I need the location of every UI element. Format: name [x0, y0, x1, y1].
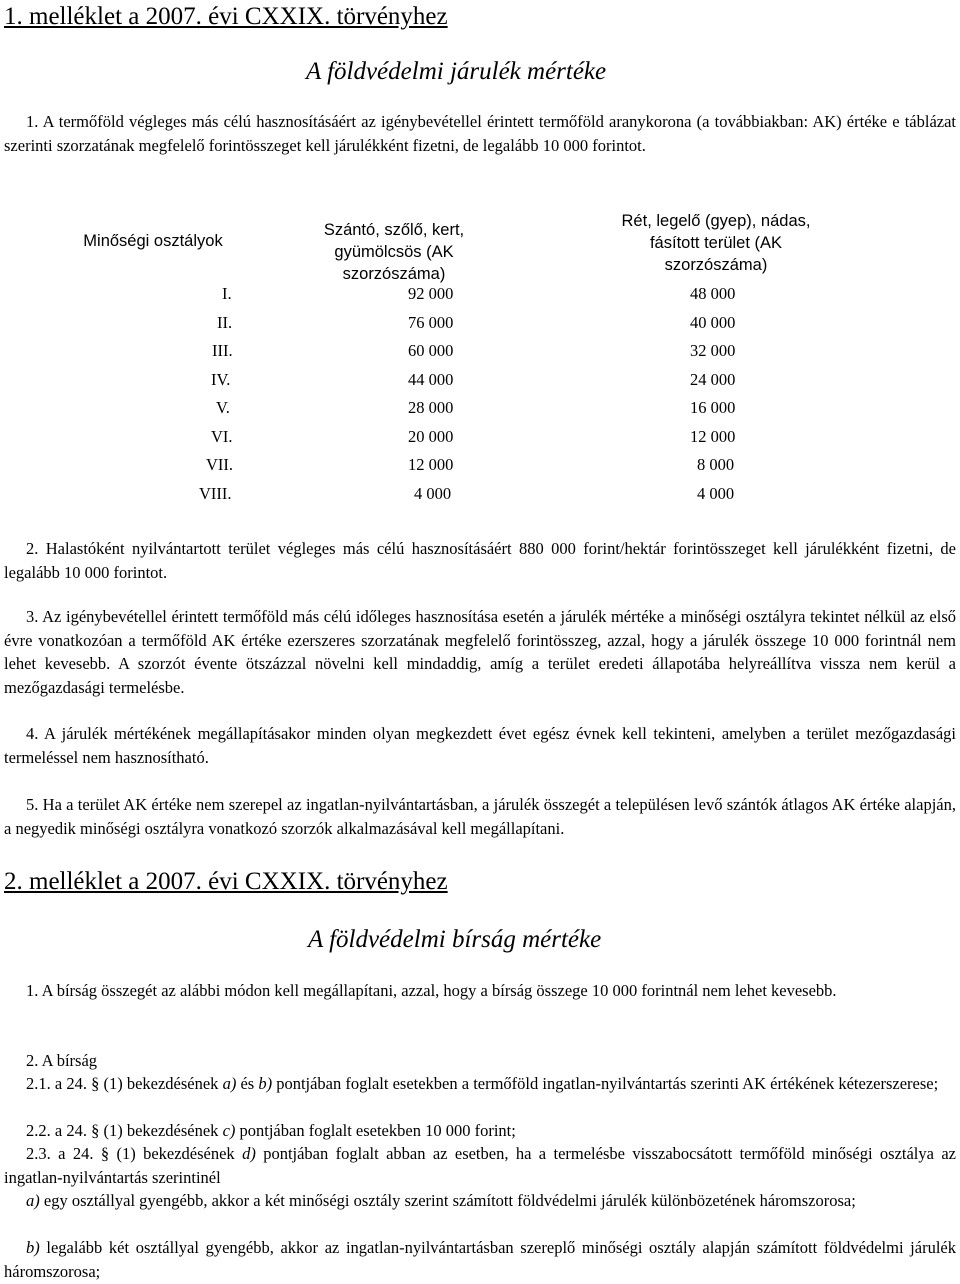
annex2-item-2-2: 2.2. a 24. § (1) bekezdésének c) pontjában foglalt esetekben 10 000 forint;	[26, 1121, 516, 1140]
table-row-meadow: 12 000	[690, 426, 736, 446]
table-row-meadow: 32 000	[690, 341, 736, 360]
annex2-item-a: a) egy osztállyal gyengébb, akkor a két minőségi osztály szerint számított földvédelmi járulék különbözetének háromszorosa;	[26, 1191, 856, 1210]
annex1-paragraph-1: 1. A termőföld végleges más célú hasznosításáért az igénybevétellel érintett termőföld aranykorona (a továbbiakban: AK) értéke e táblázat szerinti szorzatának megfelelő forintösszeget kell járulékként fizetni, de legalább 10 000 forintot.	[4, 112, 956, 155]
table-row-class: II.	[217, 312, 233, 332]
table-row-class: VII.	[206, 455, 234, 474]
annex1-paragraph-4: 4. A járulék mértékének megállapításakor minden olyan megkezdett évet egész évnek kell tekinteni, amelyben a terület mezőgazdasági termeléssel nem hasznosítható.	[4, 724, 956, 767]
table-row-meadow: 4 000	[697, 483, 735, 503]
table-row-meadow: 24 000	[690, 369, 736, 389]
table-row-class: III.	[212, 341, 233, 360]
annex1-paragraph-2: 2. Halastóként nyilvántartott terület végleges más célú hasznosításáért 880 000 forint/hektár forintösszeget kell járulékként fizetni, de legalább 10 000 forintot.	[4, 539, 956, 582]
table-row-arable: 44 000	[408, 369, 454, 389]
table-row-arable: 4 000	[414, 483, 452, 503]
table-header-meadow: Rét, legelő (gyep), nádas, fásított terület (AK szorzószáma)	[621, 212, 811, 274]
table-row-class: IV.	[211, 369, 231, 389]
annex2-paragraph-2: 2. A bírság	[26, 1051, 98, 1070]
table-header-arable: Szántó, szőlő, kert, gyümölcsös (AK szorzószáma)	[323, 221, 465, 283]
annex2-item-b: b) legalább két osztállyal gyengébb, akkor az ingatlan-nyilvántartásban szereplő minőségi osztály alapján számított földvédelmi járulék háromszorosa;	[4, 1238, 956, 1281]
annex2-paragraph-1: 1. A bírság összegét az alábbi módon kell megállapítani, azzal, hogy a bírság összege 10 000 forintnál nem lehet kevesebb.	[26, 981, 837, 1000]
table-row-class: VIII.	[199, 483, 232, 503]
table-row-arable: 76 000	[408, 312, 454, 332]
table-row-class: I.	[222, 284, 232, 303]
table-row-meadow: 40 000	[690, 312, 736, 332]
annex2-item-2-1: 2.1. a 24. § (1) bekezdésének a) és b) pontjában foglalt esetekben a termőföld ingatlan-nyilvántartás szerinti AK értékének kétezerszerese;	[26, 1074, 939, 1093]
table-row-meadow: 48 000	[690, 284, 736, 303]
table-row-meadow: 16 000	[690, 398, 736, 417]
table-row-arable: 60 000	[408, 341, 454, 360]
table-header-quality-classes: Minőségi osztályok	[83, 232, 223, 250]
table-row-arable: 20 000	[408, 426, 454, 446]
annex2-heading: 2. melléklet a 2007. évi CXXIX. törvényhez	[4, 868, 448, 895]
annex1-title: A földvédelmi járulék mértéke	[306, 58, 607, 85]
annex1-paragraph-3: 3. Az igénybevétellel érintett termőföld más célú időleges hasznosítása esetén a járulék mértéke a minőségi osztályra tekintet nélkül az első évre vonatkozóan a termőföld AK értéke ezerszeres szorzatának megfelelő forintösszeg, azzal, hogy a járulék összege 10 000 forintnál nem lehet kevesebb. A szorzót évente ötszázzal növelni kell mindaddig, amíg a terület eredeti állapotába helyreállítva vissza nem kerül a mezőgazdasági termelésbe.	[4, 607, 956, 697]
table-row-meadow: 8 000	[697, 455, 735, 474]
table-row-class: VI.	[211, 426, 233, 446]
annex2-item-2-3: 2.3. a 24. § (1) bekezdésének d) pontjában foglalt abban az esetben, ha a termelésbe visszabocsátott termőföld minőségi osztálya az ingatlan-nyilvántartás szerintinél	[4, 1144, 956, 1187]
table-row-arable: 28 000	[408, 398, 454, 417]
table-row-class: V.	[216, 398, 230, 417]
annex1-heading: 1. melléklet a 2007. évi CXXIX. törvényhez	[4, 3, 448, 30]
annex1-paragraph-5: 5. Ha a terület AK értéke nem szerepel az ingatlan-nyilvántartásban, a járulék összegét a településen levő szántók átlagos AK értéke alapján, a negyedik minőségi osztályra vonatkozó szorzók alkalmazásával kell megállapítani.	[4, 795, 956, 838]
annex2-title: A földvédelmi bírság mértéke	[308, 926, 602, 953]
table-row-arable: 92 000	[408, 284, 454, 303]
table-row-arable: 12 000	[408, 455, 454, 474]
